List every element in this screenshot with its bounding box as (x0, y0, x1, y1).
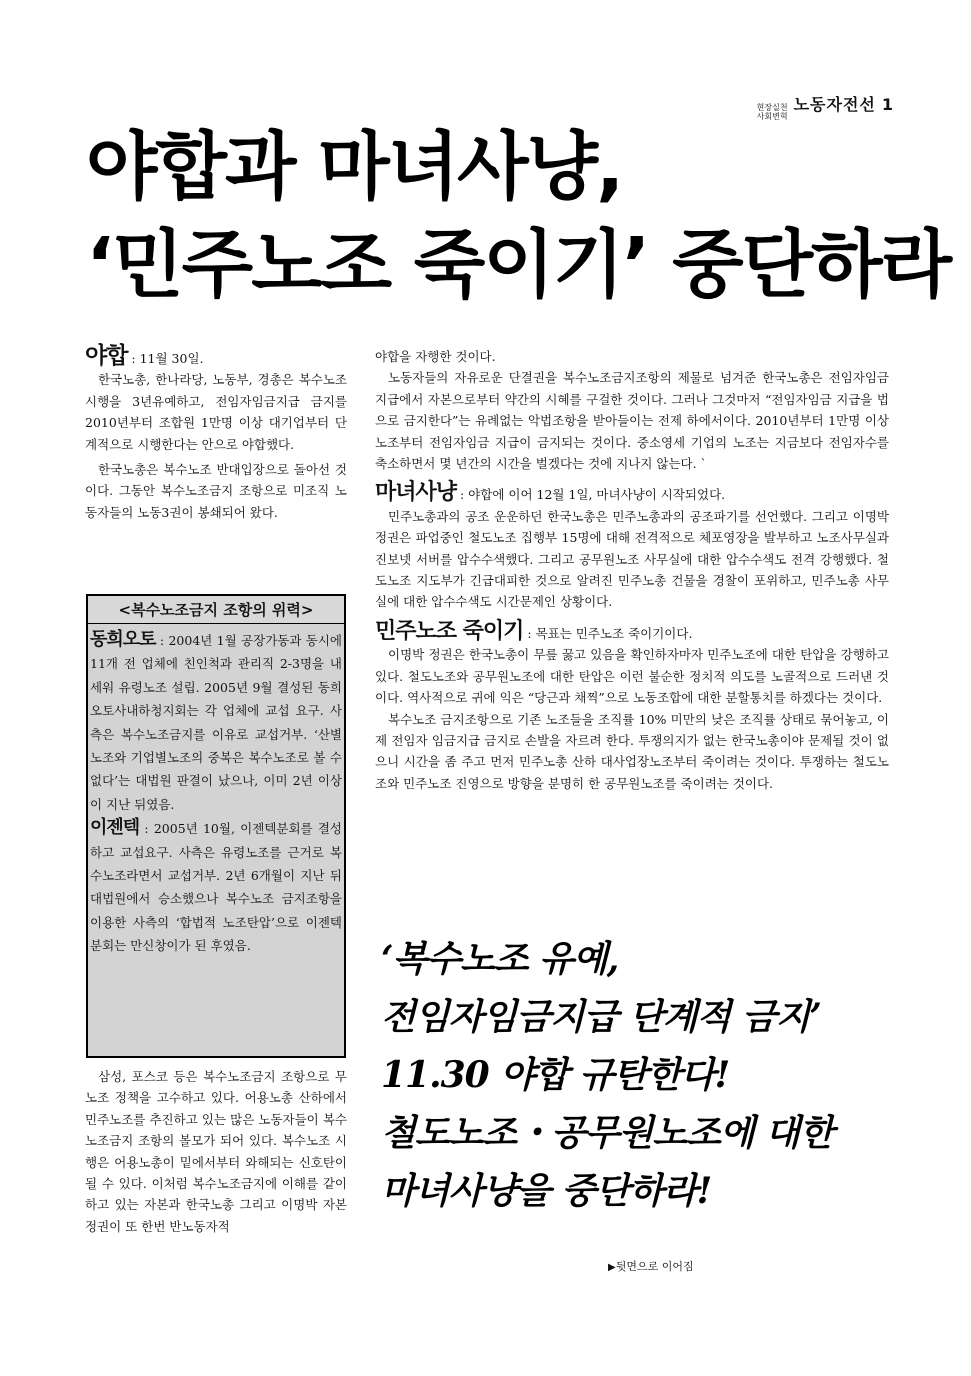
section-yahap-title: 야합 (85, 343, 128, 369)
section-kill-union-title: 민주노조 죽이기 (375, 618, 524, 644)
section-yahap-lead (85, 343, 347, 369)
box-title: <복수노조금지 조항의 위력> (88, 596, 344, 624)
masthead-tagline-line1: 현장실천 (756, 103, 788, 112)
case-izentech-name: 이젠텍 (90, 817, 140, 839)
section-witch-hunt-sub: : 야합에 이어 12월 1일, 마녀사냥이 시작되었다. (456, 487, 726, 503)
masthead-name: 노동자전선 (793, 95, 876, 114)
paragraph: 한국노총은 복수노조 반대입장으로 돌아선 것이다. 그동안 복수노조금지 조항으로 미조직 노동자들의 노동3권이 봉쇄되어 왔다. (85, 462, 347, 520)
paragraph: 이명박 정권은 한국노총이 무릎 꿇고 있음을 확인하자마자 민주노조에 대한 탄압을 강행하고 있다. 철도노조와 공무원노조에 대한 탄압은 이런 불순한 정치적 의도를 노골적으로 드러낸 것이다. 역사적으로 귀에 익은 “당근과 채찍”으로 노동조합에 대한 분할통치를 하겠다는 것이다. (375, 647, 889, 706)
case-izentech (90, 816, 342, 957)
section-kill-union-sub: : 목표는 민주노조 죽이기이다. (523, 625, 693, 641)
left-column-bottom (85, 1066, 347, 1237)
slogan-block (381, 930, 911, 1220)
case-donghee (90, 628, 342, 816)
section-witch-hunt-lead (375, 482, 889, 505)
triangle-right-icon: ▶ (608, 1262, 616, 1273)
left-column (85, 343, 347, 523)
continued-note (608, 1258, 694, 1274)
section-yahap-date: : 11월 30일. (127, 351, 204, 366)
paragraph: 야합을 자행한 것이다. (375, 349, 496, 364)
page-number: 1 (881, 95, 893, 114)
masthead (742, 92, 893, 121)
paragraph: 복수노조 금지조항으로 기존 노조들을 조직률 10% 미만의 낮은 조직률 상태로 묶어놓고, 이제 전임자 임금지급 금지로 손발을 자르려 한다. 투쟁의지가 없는 한국노총이야 문제될 것이 없으니 시간을 좀 주고 먼저 민주노총 산하 대사업장노조부터 죽이려는 것이다. 투쟁하는 철도노조와 민주노조 진영으로 방향을 분명히 한 공무원노조를 죽이려는 것이다. (375, 711, 889, 791)
slogan-line5: 마녀사냥을 중단하라! (381, 1170, 712, 1212)
slogan-line3: 11.30 야합 규탄한다! (381, 1054, 730, 1096)
case-donghee-name: 동희오토 (90, 629, 156, 650)
masthead-tagline-line2: 사회변혁 (756, 112, 788, 121)
slogan-line4: 철도노조・공무원노조에 대한 (381, 1112, 833, 1154)
paragraph: 노동자들의 자유로운 단결권을 복수노조금지조항의 제물로 넘겨준 한국노총은 전임자임금 지급에서 자본으로부터 약간의 시혜를 구걸한 것이다. 그러나 그것마저 “전임자임금 지급을 법으로 금지한다”는 유례없는 악법조항을 받아들이는 전제 하에서이다. 2010년부터 1만명 이상 노조부터 전임자임금 지급이 금지되는 것이다. 중소영세 기업의 노조는 지금보다 전임자수를 축소하면서 몇 년간의 시간을 벌겠다는 것에 지나지 않는다. ` (375, 370, 889, 472)
sidebar-box-multiple-union-ban (86, 594, 346, 1058)
paragraph: 한국노총, 한나라당, 노동부, 경총은 복수노조 시행을 3년유예하고, 전임자임금지급 금지를 2010년부터 조합원 1만명 이상 대기업부터 단계적으로 시행한다는 안으로 야합했다. (85, 372, 347, 452)
paragraph: 삼성, 포스코 등은 복수노조금지 조항으로 무노조 정책을 고수하고 있다. 어용노총 산하에서 민주노조를 추진하고 있는 많은 노동자들이 복수노조금지 조항의 볼모가 되어 있다. 복수노조 시행은 어용노총이 밑에서부터 와해되는 신호탄이 될 수 있다. 이처럼 복수노조금지에 이해를 같이하고 있는 자본과 한국노총 그리고 이명박 자본정권이 또 한번 반노동자적 (85, 1069, 347, 1234)
section-kill-union-lead (375, 618, 889, 644)
right-column (375, 346, 889, 794)
paragraph: 민주노총과의 공조 운운하던 한국노총은 민주노총과의 공조파기를 선언했다. 그리고 이명박정권은 파업중인 철도노조 집행부 15명에 대해 전격적으로 체포영장을 발부하고 노조사무실과 진보넷 서버를 압수수색했다. 그리고 공무원노조 사무실에 대한 압수수색도 전격 강행했다. 철도노조 지도부가 긴급대피한 것으로 알려진 민주노총 건물을 경찰이 포위하고, 민주노총 사무실에 대한 압수수색도 시간문제인 상황이다. (375, 508, 889, 610)
slogan-line1: ‘복수노조 유예, (381, 938, 619, 980)
headline-line1: 야합과 마녀사냥, (86, 124, 623, 210)
headline-line2: ‘민주노조 죽이기’ 중단하라 (86, 222, 951, 308)
case-izentech-text: : 2005년 10월, 이젠텍분회를 결성하고 교섭요구. 사측은 유령노조를 근거로 복수노조라면서 교섭거부. 2년 6개월이 지난 뒤 대법원에서 승소했으나 복수노조 금지조항을 이용한 사측의 ‘합법적 노조탄압’으로 이젠텍분회는 만신창이가 된 후였음. (90, 821, 342, 954)
continued-text: 뒷면으로 이어짐 (615, 1260, 694, 1273)
section-witch-hunt-title: 마녀사냥 (375, 480, 457, 506)
case-donghee-text: : 2004년 1월 공장가동과 동시에 11개 전 업체에 친인척과 관리직 2-3명을 내세워 유령노조 설립. 2005년 9월 결성된 동희오토사내하청지회는 각 업체에 교섭 요구. 사측은 복수노조금지를 이유로 교섭거부. ‘산별노조와 기업별노조의 중복은 복수노조로 볼 수 없다’는 대법원 판결이 났으나, 이미 2년 이상이 지난 뒤였음. (90, 633, 342, 812)
slogan-line2: 전임자임금지급 단계적 금지’ (381, 996, 821, 1038)
headline (86, 118, 951, 314)
